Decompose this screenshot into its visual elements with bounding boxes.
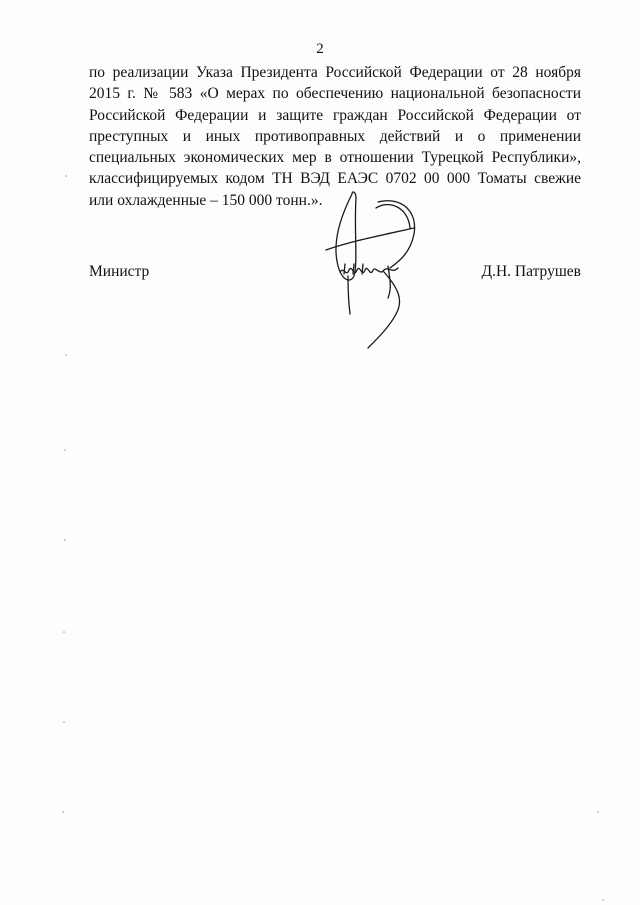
body-line: преступных и иных противоправных действий и о применении <box>89 127 581 145</box>
body-line: 2015 г. № 583 «О мерах по обеспечению национальной безопасности <box>89 85 581 103</box>
body-line: Российской Федерации и защите граждан Российской Федерации от <box>89 106 581 124</box>
body-line: или охлажденные – 150 000 тонн.». <box>89 191 323 209</box>
page-number: 2 <box>316 41 324 57</box>
signatory-name: Д.Н. Патрушев <box>481 263 581 280</box>
body-line: по реализации Указа Президента Российской Федерации от 28 ноября <box>89 64 581 81</box>
signatory-title: Министр <box>89 263 150 280</box>
body-line: специальных экономических мер в отношении Турецкой Республики», <box>89 149 581 167</box>
signature-row <box>89 262 581 284</box>
body-line: классифицируемых кодом ТН ВЭД ЕАЭС 0702 00 000 Томаты свежие <box>89 170 581 188</box>
